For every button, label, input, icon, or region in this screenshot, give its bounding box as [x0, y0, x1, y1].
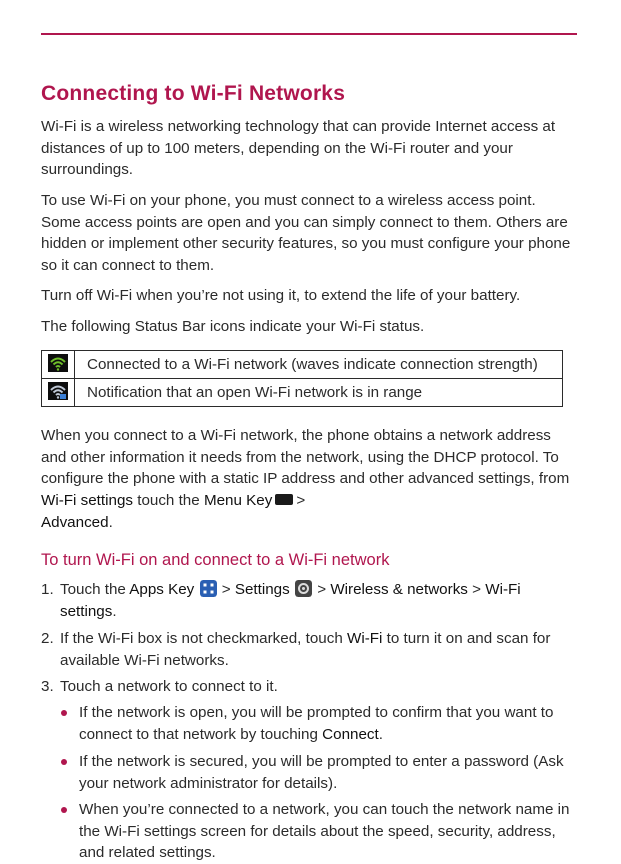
list-item: If the network is secured, you will be prompted to enter a password (Ask your network administrator for details). — [41, 751, 577, 794]
wireless-networks-term: Wireless & networks — [330, 581, 468, 598]
bullet-icon — [61, 807, 67, 813]
list-item: When you’re connected to a network, you can touch the network name in the Wi-Fi settings screen for details about the speed, security, address, and related settings. — [41, 799, 577, 864]
list-item: 3. Touch a network to connect to it. — [41, 678, 278, 695]
apps-key-term: Apps Key — [129, 581, 195, 598]
wifi-open-network-icon — [48, 382, 68, 400]
status-icon-description: Connected to a Wi-Fi network (waves indicate connection strength) — [75, 351, 563, 379]
settings-icon — [295, 580, 312, 597]
intro-paragraph: Wi-Fi is a wireless networking technology that can provide Internet access at distances of up to 100 meters, depending on the Wi-Fi router and your surroundings. — [41, 118, 556, 179]
menu-key-icon — [275, 494, 293, 505]
table-row — [42, 351, 563, 379]
dhcp-paragraph: When you connect to a Wi-Fi network, the phone obtains a network address and other information it needs from the network, using the DHCP protocol. To configure the phone with a static IP address and other advanced settings, from Wi-Fi settings touch the Menu Key > Advanced. — [41, 427, 570, 531]
bullet-icon — [61, 759, 67, 765]
status-icon-description: Notification that an open Wi-Fi network is in range — [75, 379, 563, 407]
section-subheading: To turn Wi-Fi on and connect to a Wi-Fi network — [41, 551, 390, 569]
list-item: If the network is open, you will be prompted to confirm that you want to connect to that network by touching Connect. — [41, 702, 577, 745]
header-rule — [41, 33, 577, 35]
wifi-connected-icon — [48, 354, 68, 372]
status-icon-table — [41, 350, 563, 407]
bullet-icon — [61, 710, 67, 716]
list-item: 1. Touch the Apps Key > Settings > Wireless & networks > Wi-Fi settings. — [41, 581, 521, 620]
wifi-settings-term: Wi-Fi settings — [41, 492, 133, 510]
table-row — [42, 379, 563, 407]
menu-key-term: Menu Key — [203, 492, 273, 510]
list-item: 2. If the Wi-Fi box is not checkmarked, touch Wi-Fi to turn it on and scan for available Wi-Fi networks. — [41, 630, 551, 669]
wifi-term: Wi-Fi — [347, 630, 383, 647]
page-title: Connecting to Wi-Fi Networks — [41, 82, 346, 105]
wifi-settings-term: Wi-Fi settings — [60, 581, 521, 620]
connect-term: Connect — [322, 725, 379, 743]
settings-term: Settings — [234, 581, 290, 598]
advanced-term: Advanced — [41, 513, 109, 531]
battery-tip-paragraph: Turn off Wi-Fi when you’re not using it, to extend the life of your battery. — [41, 287, 521, 304]
status-icons-intro: The following Status Bar icons indicate your Wi-Fi status. — [41, 318, 425, 335]
access-point-paragraph: To use Wi-Fi on your phone, you must connect to a wireless access point. Some access points are open and you can simply connect to them. Others are hidden or implement other security features, so you must configure your phone so it can connect to them. — [41, 192, 571, 275]
apps-key-icon — [200, 580, 217, 597]
